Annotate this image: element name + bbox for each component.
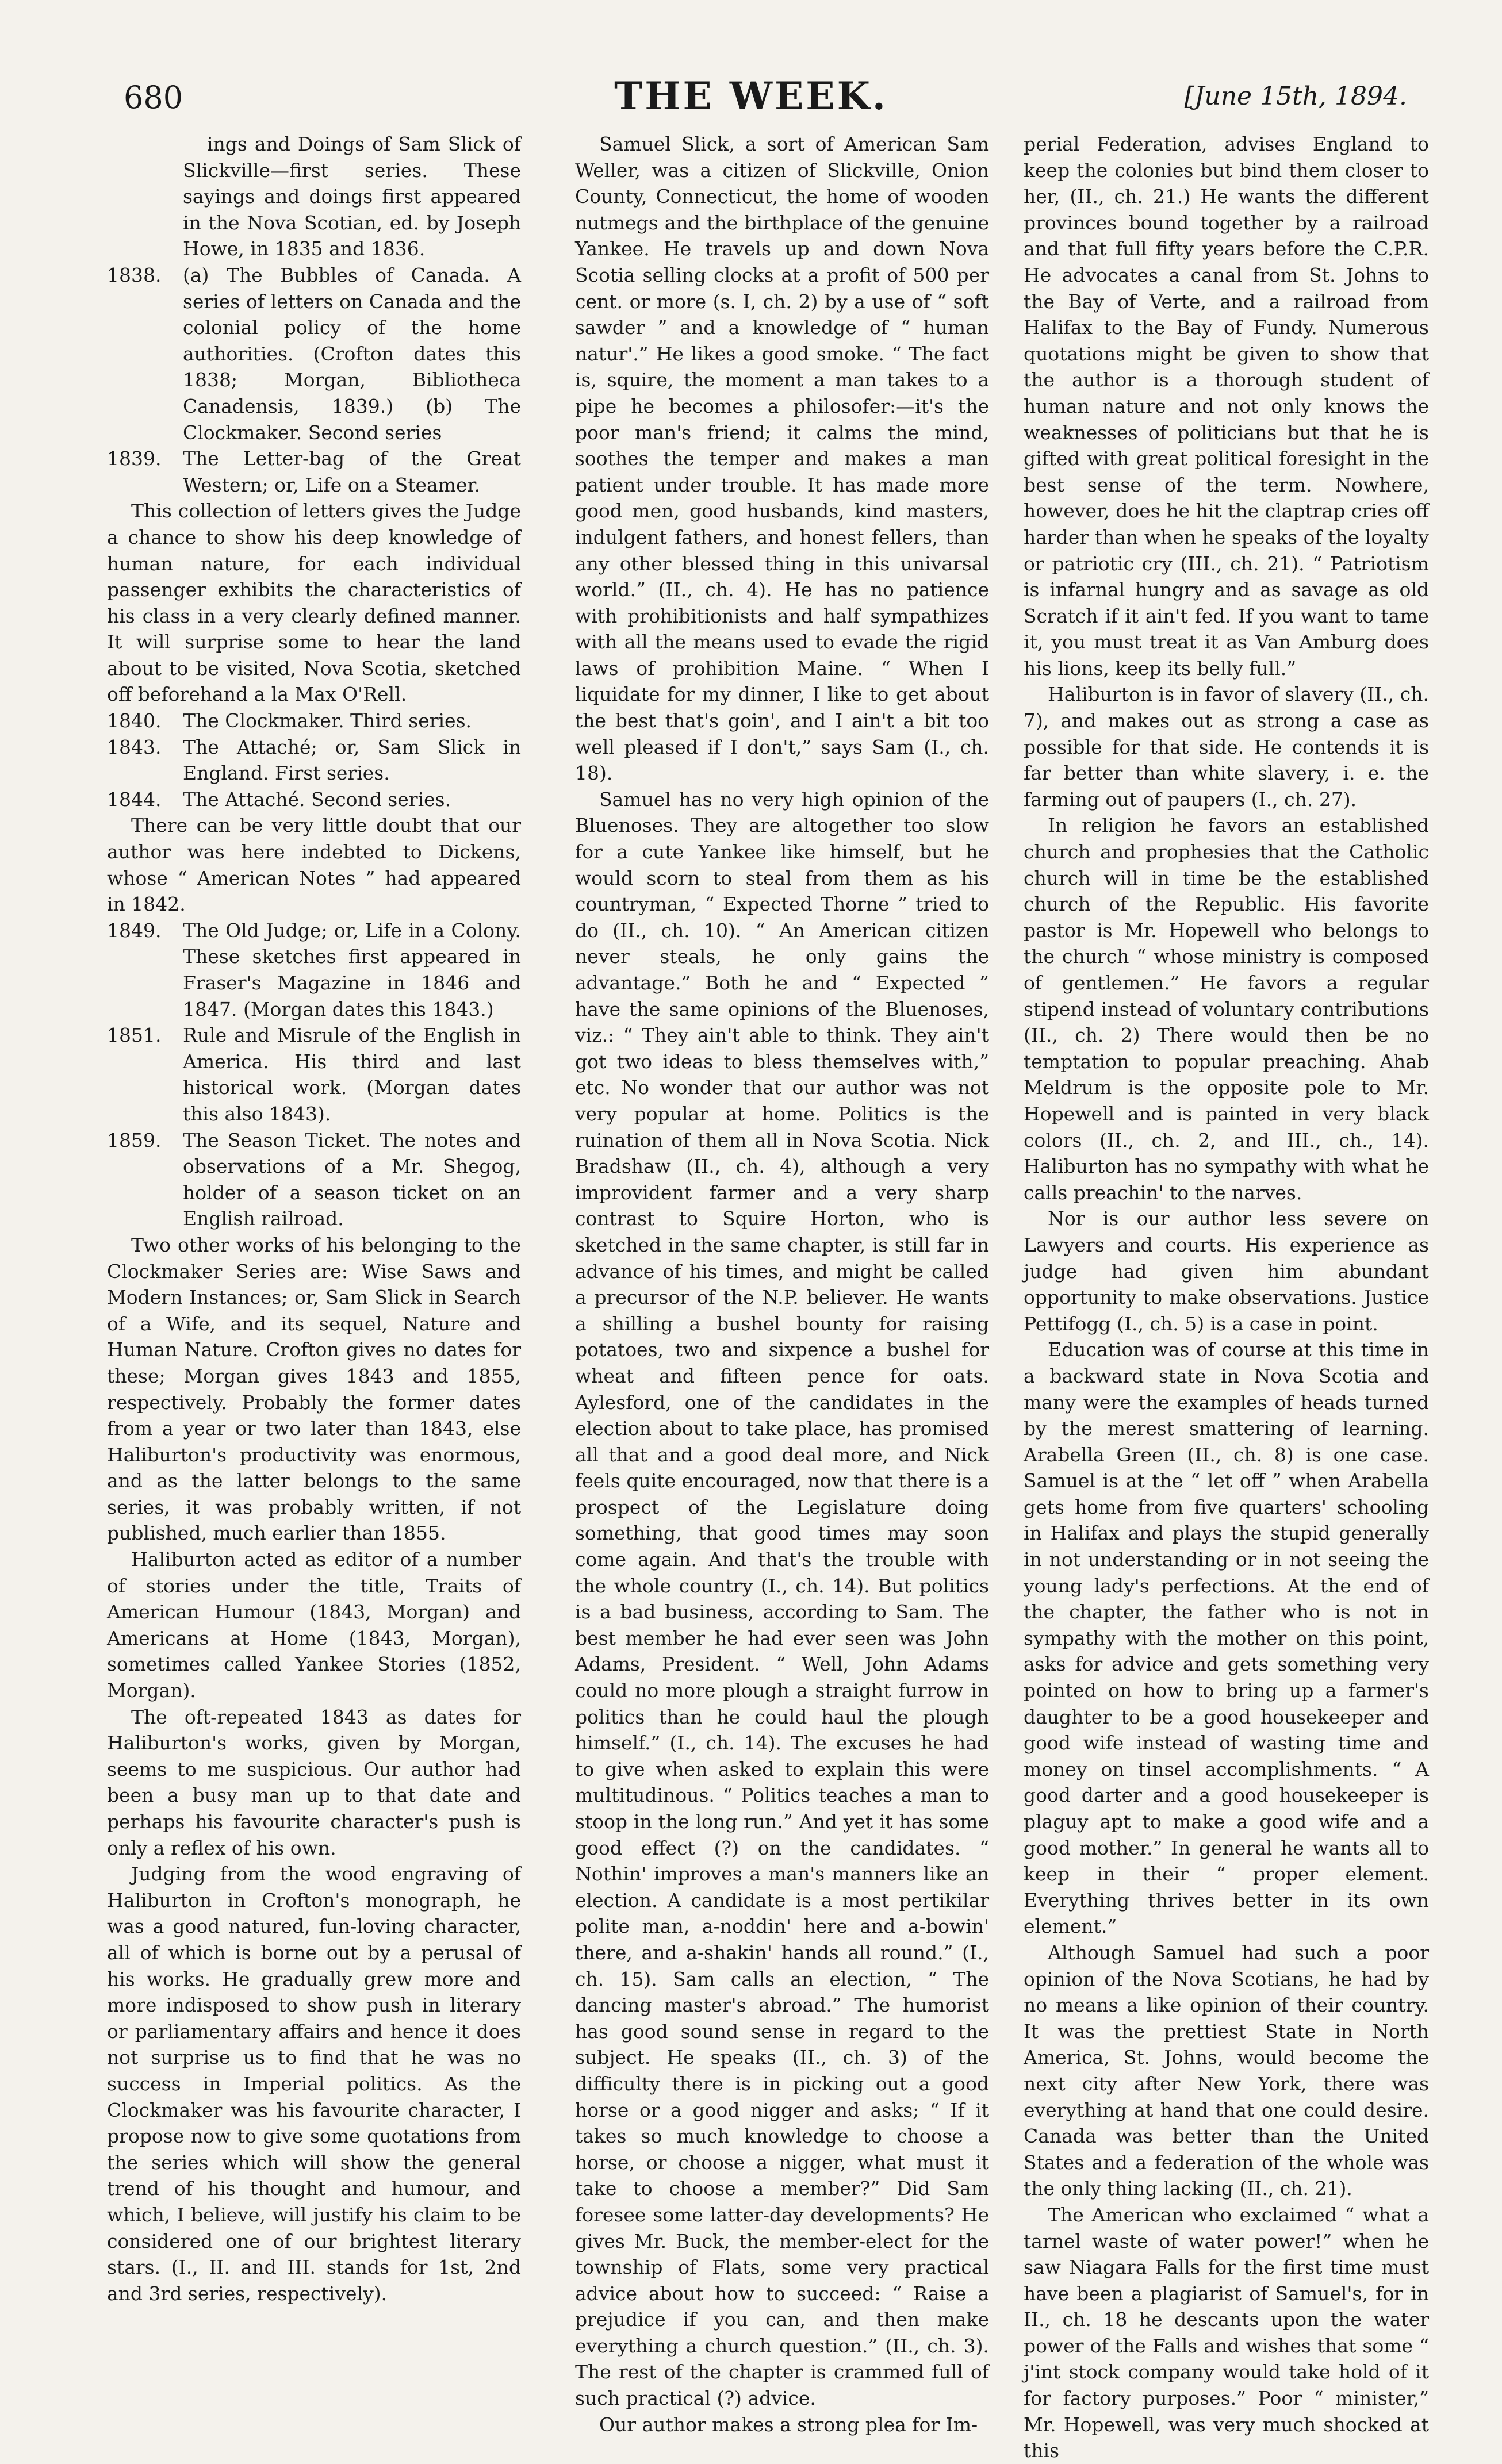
entry-text: (a) The Bubbles of Canada. A series of letters on Canada and the colonial policy of the home authorities. (Crofton dates this 1838; Morgan, Bibliotheca Canadensis, 1839.) (b) The Clockmaker. Second series bbox=[183, 263, 521, 444]
paragraph: Although Samuel had such a poor opinion of the Nova Scotians, he had by no means a like opinion of their country. It was the prettiest State in North America, St. Johns, would become the next city after New York, there was everything at hand that one could desire. Canada was better than the United States and a federation of the whole was the only thing lacking (II., ch. 21). bbox=[1024, 1941, 1429, 2200]
entry-year: 1839. bbox=[107, 447, 162, 470]
paragraph: The oft-repeated 1843 as dates for Haliburton's works, given by Morgan, seems to me suspicious. Our author had been a busy man up to that date and perhaps his favourite character's push is only a reflex of his own. bbox=[107, 1705, 521, 1859]
paragraph: Education was of course at this time in a backward state in Nova Scotia and many were the examples of heads turned by the merest smattering of learning. Arabella Green (II., ch. 8) is one case. Samuel is at the “ let off ” when Arabella gets home from five quarters' schooling in Halifax and plays the stupid generally in not understanding or in not seeing the young lady's perfections. At the end of the chapter, the father who is not in sympathy with the mother on this point, asks for advice and gets something very pointed on how to bring up a farmer's daughter to be a good housekeeper and good wife instead of wasting time and money on tinsel accomplishments. “ A good darter and a good housekeeper is plaguy apt to make a good wife and a good mother.” In general he wants all to keep in their “ proper element. Everything thrives better in its own element.” bbox=[1024, 1338, 1429, 1938]
paragraph: In religion he favors an established church and prophesies that the Catholic church will in time be the established church of the Republic. His favorite pastor is Mr. Hopewell who belongs to the church “ whose ministry is composed of gentlemen.” He favors a regular stipend instead of voluntary contributions (II., ch. 2) There would then be no temptation to popular preaching. Ahab Meldrum is the opposite pole to Mr. Hopewell and is painted in very black colors (II., ch. 2, and III., ch., 14). Haliburton has no sympathy with what he calls preachin' to the narves. bbox=[1024, 814, 1429, 1204]
paragraph: This collection of letters gives the Judge a chance to show his deep knowledge of human nature, for each individual passenger exhibits the characteristics of his class in a very clearly defined manner. It will surprise some to hear the land about to be visited, Nova Scotia, sketched off beforehand a la Max O'Rell. bbox=[107, 500, 521, 706]
bibliography-entry bbox=[107, 262, 521, 446]
entry-text: The Attaché; or, Sam Slick in England. First series. bbox=[183, 735, 521, 785]
page-header bbox=[0, 69, 1502, 132]
paragraph: Judging from the wood engraving of Haliburton in Crofton's monograph, he was a good natured, fun-loving character, all of which is borne out by a perusal of his works. He gradually grew more and more indisposed to show push in literary or parliamentary affairs and hence it does not surprise us to find that he was no success in Imperial politics. As the Clockmaker was his favourite character, I propose now to give some quotations from the series which will show the general trend of his thought and humour, and which, I believe, will justify his claim to be considered one of our brightest literary stars. (I., II. and III. stands for 1st, 2nd and 3rd series, respectively). bbox=[107, 1863, 521, 2305]
entry-text: The Season Ticket. The notes and observations of a Mr. Shegog, holder of a season ticket on an English railroad. bbox=[183, 1129, 521, 1230]
entry-year: 1843. bbox=[107, 735, 162, 758]
paragraph: perial Federation, advises England to keep the colonies but bind them closer to her, (II., ch. 21.) He wants the different provinces bound together by a railroad and that full fifty years before the C.P.R. He advocates a canal from St. Johns to the Bay of Verte, and a railroad from Halifax to the Bay of Fundy. Numerous quotations might be given to show that the author is a thorough student of human nature and not only knows the weaknesses of politicians but that he is gifted with great political foresight in the best sense of the term. Nowhere, however, does he hit the claptrap cries off harder than when he speaks of the loyalty or patriotic cry (III., ch. 21). “ Patriotism is infarnal hungry and as savage as old Scratch if it ain't fed. If you want to tame it, you must treat it as Van Amburg does his lions, keep its belly full.” bbox=[1024, 133, 1429, 680]
paragraph: Two other works of his belonging to the Clockmaker Series are: Wise Saws and Modern Instances; or, Sam Slick in Search of a Wife, and its sequel, Nature and Human Nature. Crofton gives no dates for these; Morgan gives 1843 and 1855, respectively. Probably the former dates from a year or two later than 1843, else Haliburton's productivity was enormous, and as the latter belongs to the same series, it was probably written, if not published, much earlier than 1855. bbox=[107, 1233, 521, 1545]
paragraph: Our author makes a strong plea for Im- bbox=[599, 2413, 978, 2436]
entry-year: 1838. bbox=[107, 263, 162, 286]
entry-text: The Old Judge; or, Life in a Colony. These sketches first appeared in Fraser's Magazine in 1846 and 1847. (Morgan dates this 1843.) bbox=[183, 919, 521, 1020]
issue-date: [June 15th, 1894. bbox=[1184, 82, 1407, 111]
paragraph: Samuel has no very high opinion of the Bluenoses. They are altogether too slow for a cute Yankee like himself, but he would scorn to steal from them as his countryman, “ Expected Thorne ” tried to do (II., ch. 10). “ An American citizen never steals, he only gains the advantage.” Both he and “ Expected ” have the same opinions of the Bluenoses, viz.: “ They ain't able to think. They ain't got two ideas to bless themselves with,” etc. No wonder that our author was not very popular at home. Politics is the ruination of them all in Nova Scotia. Nick Bradshaw (II., ch. 4), although a very improvident farmer and a very sharp contrast to Squire Horton, who is sketched in the same chapter, is still far in advance of his times, and might be called a precursor of the N.P. believer. He wants a shilling a bushel bounty for raising potatoes, two and sixpence a bushel for wheat and fifteen pence for oats. Aylesford, one of the candidates in the election about to take place, has promised all that and a good deal more, and Nick feels quite encouraged, now that there is a prospect of the Legislature doing something, that good times may soon come again. And that's the trouble with the whole country (I., ch. 14). But politics is a bad business, according to Sam. The best member he had ever seen was John Adams, President. “ Well, John Adams could no more plough a straight furrow in politics than he could haul the plough himself.” (I., ch. 14). The excuses he had to give when asked to explain this were multitudinous. “ Politics teaches a man to stoop in the long run.” And yet it has some good effect (?) on the candidates. “ Nothin' improves a man's manners like an election. A candidate is a most pertikilar polite man, a-noddin' here and a-bowin' there, and a-shakin' hands all round.” (I., ch. 15). Sam calls an election, “ The dancing master's abroad.” The humorist has good sound sense in regard to the subject. He speaks (II., ch. 3) of the difficulty there is in picking out a good horse or a good nigger and asks; “ If it takes so much knowledge to choose a horse, or choose a nigger, what must it take to choose a member?” Did Sam foresee some latter-day developments? He gives Mr. Buck, the member-elect for the township of Flats, some very practical advice about how to succeed: “ Raise a prejudice if you can, and then make everything a church question.” (II., ch. 3). The rest of the chapter is crammed full of such practical (?) advice. bbox=[575, 788, 989, 2410]
bibliography-entry bbox=[107, 918, 521, 1022]
paragraph: Samuel Slick, a sort of American Sam Weller, was a citizen of Slickville, Onion County, Connecticut, the home of wooden nutmegs and the birthplace of the genuine Yankee. He travels up and down Nova Scotia selling clocks at a profit of 500 per cent. or more (s. I, ch. 2) by a use of “ soft sawder ” and a knowledge of “ human natur'.” He likes a good smoke. “ The fact is, squire, the moment a man takes to a pipe he becomes a philosofer:—it's the poor man's friend; it calms the mind, soothes the temper and makes a man patient under trouble. It has made more good men, good husbands, kind masters, indulgent fathers, and honest fellers, than any other blessed thing in this univarsal world.” (II., ch. 4). He has no patience with prohibitionists and half sympathizes with all the means used to evade the rigid laws of prohibition Maine. “ When I liquidate for my dinner, I like to get about the best that's goin', and I ain't a bit too well pleased if I don't,” says Sam (I., ch. 18). bbox=[575, 133, 989, 785]
bibliography-entry bbox=[107, 734, 521, 786]
paragraph: Haliburton acted as editor of a number of stories under the title, Traits of American Humour (1843, Morgan) and Americans at Home (1843, Morgan), sometimes called Yankee Stories (1852, Morgan). bbox=[107, 1548, 521, 1702]
column-1 bbox=[107, 131, 521, 2306]
entry-year: 1844. bbox=[107, 788, 162, 811]
column-3 bbox=[1024, 131, 1429, 2464]
bibliography-entry bbox=[107, 786, 521, 813]
paragraph: Nor is our author less severe on Lawyers and courts. His experience as judge had given him abundant opportunity to make observations. Justice Pettifogg (I., ch. 5) is a case in point. bbox=[1024, 1207, 1429, 1335]
entry-text: The Attaché. Second series. bbox=[183, 788, 451, 811]
bibliography-continuation: ings and Doings of Sam Slick of Slickville—first series. These sayings and doings first appeared in the Nova Scotian, ed. by Joseph Howe, in 1835 and 1836. bbox=[183, 133, 521, 260]
entry-year: 1851. bbox=[107, 1024, 162, 1047]
entry-year: 1859. bbox=[107, 1129, 162, 1152]
entry-year: 1840. bbox=[107, 709, 162, 732]
bibliography-entry bbox=[107, 1022, 521, 1127]
entry-text: Rule and Misrule of the English in America. His third and last historical work. (Morgan dates this also 1843). bbox=[183, 1024, 521, 1125]
entry-text: The Letter-bag of the Great Western; or, Life on a Steamer. bbox=[183, 447, 521, 496]
bibliography-entry bbox=[107, 446, 521, 498]
entry-text: The Clockmaker. Third series. bbox=[183, 709, 472, 732]
paragraph: The American who exclaimed “ what a tarnel waste of water power!” when he saw Niagara Falls for the first time must have been a plagiarist of Samuel's, for in II., ch. 18 he descants upon the water power of the Falls and wishes that some “ j'int stock company would take hold of it for factory purposes.” Poor “ minister,” Mr. Hopewell, was very much shocked at this bbox=[1024, 2203, 1429, 2462]
column-2 bbox=[575, 131, 989, 2438]
entry-year: 1849. bbox=[107, 919, 162, 942]
paragraph: There can be very little doubt that our author was here indebted to Dickens, whose “ American Notes ” had appeared in 1842. bbox=[107, 814, 521, 916]
bibliography-entry bbox=[107, 1127, 521, 1232]
bibliography-entry bbox=[107, 708, 521, 734]
paragraph: Haliburton is in favor of slavery (II., ch. 7), and makes out as strong a case as possible for that side. He contends it is far better than white slavery, i. e. the farming out of paupers (I., ch. 27). bbox=[1024, 683, 1429, 811]
masthead-title: THE WEEK. bbox=[614, 74, 888, 118]
page-number: 680 bbox=[124, 79, 183, 116]
